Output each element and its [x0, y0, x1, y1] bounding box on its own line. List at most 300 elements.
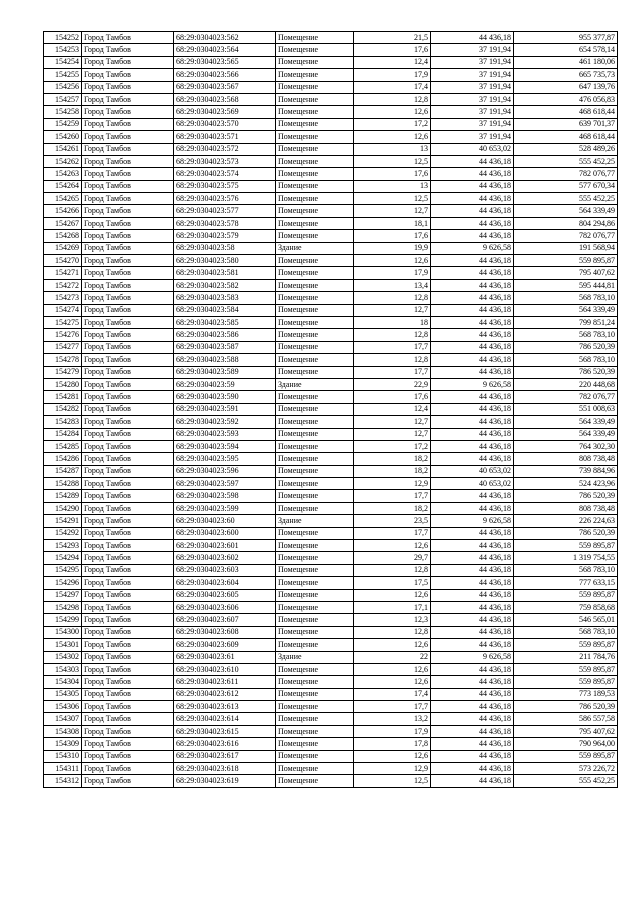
unit-value-cell: 37 191,94 — [431, 81, 514, 93]
table-row — [44, 651, 618, 663]
cadastral-number-cell: 68:29:0304023:564 — [174, 44, 276, 56]
area-cell: 17,7 — [354, 341, 431, 353]
area-cell: 12,6 — [354, 750, 431, 762]
cadastral-number-cell: 68:29:0304023:616 — [174, 738, 276, 750]
row-number-cell: 154311 — [44, 763, 82, 775]
object-type-cell: Помещение — [276, 255, 354, 267]
table-row — [44, 416, 618, 428]
object-type-cell: Помещение — [276, 540, 354, 552]
object-type-cell: Помещение — [276, 143, 354, 155]
area-cell: 13,2 — [354, 713, 431, 725]
municipality-cell: Город Тамбов — [82, 267, 174, 279]
unit-value-cell: 44 436,18 — [431, 304, 514, 316]
object-type-cell: Помещение — [276, 131, 354, 143]
row-number-cell: 154254 — [44, 56, 82, 68]
table-row — [44, 564, 618, 576]
table-row — [44, 378, 618, 390]
cadastral-value-cell: 564 339,49 — [514, 304, 618, 316]
cadastral-value-cell: 564 339,49 — [514, 416, 618, 428]
unit-value-cell: 37 191,94 — [431, 131, 514, 143]
table-row — [44, 193, 618, 205]
cadastral-number-cell: 68:29:0304023:60 — [174, 515, 276, 527]
table-row — [44, 354, 618, 366]
table-row — [44, 279, 618, 291]
table-row — [44, 106, 618, 118]
table-row — [44, 81, 618, 93]
unit-value-cell: 44 436,18 — [431, 639, 514, 651]
cadastral-value-cell: 1 319 754,55 — [514, 552, 618, 564]
row-number-cell: 154278 — [44, 354, 82, 366]
table-row — [44, 255, 618, 267]
object-type-cell: Помещение — [276, 453, 354, 465]
table-row — [44, 577, 618, 589]
row-number-cell: 154268 — [44, 230, 82, 242]
row-number-cell: 154307 — [44, 713, 82, 725]
object-type-cell: Помещение — [276, 403, 354, 415]
cadastral-value-cell: 559 895,87 — [514, 589, 618, 601]
unit-value-cell: 44 436,18 — [431, 564, 514, 576]
unit-value-cell: 44 436,18 — [431, 763, 514, 775]
row-number-cell: 154305 — [44, 688, 82, 700]
object-type-cell: Здание — [276, 378, 354, 390]
cadastral-number-cell: 68:29:0304023:606 — [174, 601, 276, 613]
cadastral-number-cell: 68:29:0304023:579 — [174, 230, 276, 242]
unit-value-cell: 44 436,18 — [431, 676, 514, 688]
object-type-cell: Помещение — [276, 316, 354, 328]
row-number-cell: 154287 — [44, 465, 82, 477]
row-number-cell: 154298 — [44, 601, 82, 613]
row-number-cell: 154261 — [44, 143, 82, 155]
area-cell: 12,6 — [354, 676, 431, 688]
cadastral-value-cell: 639 701,37 — [514, 118, 618, 130]
cadastral-value-cell: 665 735,73 — [514, 69, 618, 81]
municipality-cell: Город Тамбов — [82, 676, 174, 688]
cadastral-number-cell: 68:29:0304023:568 — [174, 93, 276, 105]
unit-value-cell: 44 436,18 — [431, 750, 514, 762]
cadastral-value-cell: 799 851,24 — [514, 316, 618, 328]
area-cell: 12,6 — [354, 106, 431, 118]
cadastral-number-cell: 68:29:0304023:580 — [174, 255, 276, 267]
area-cell: 18,2 — [354, 502, 431, 514]
cadastral-value-cell: 808 738,48 — [514, 502, 618, 514]
unit-value-cell: 44 436,18 — [431, 366, 514, 378]
row-number-cell: 154301 — [44, 639, 82, 651]
table-row — [44, 676, 618, 688]
municipality-cell: Город Тамбов — [82, 725, 174, 737]
unit-value-cell: 37 191,94 — [431, 56, 514, 68]
table-row — [44, 143, 618, 155]
table-row — [44, 69, 618, 81]
municipality-cell: Город Тамбов — [82, 775, 174, 787]
area-cell: 18,1 — [354, 217, 431, 229]
municipality-cell: Город Тамбов — [82, 316, 174, 328]
row-number-cell: 154279 — [44, 366, 82, 378]
cadastral-value-cell: 559 895,87 — [514, 540, 618, 552]
object-type-cell: Помещение — [276, 205, 354, 217]
object-type-cell: Помещение — [276, 391, 354, 403]
area-cell: 17,4 — [354, 81, 431, 93]
municipality-cell: Город Тамбов — [82, 428, 174, 440]
table-row — [44, 217, 618, 229]
municipality-cell: Город Тамбов — [82, 366, 174, 378]
municipality-cell: Город Тамбов — [82, 663, 174, 675]
area-cell: 12,9 — [354, 478, 431, 490]
object-type-cell: Помещение — [276, 428, 354, 440]
table-row — [44, 639, 618, 651]
unit-value-cell: 44 436,18 — [431, 589, 514, 601]
municipality-cell: Город Тамбов — [82, 180, 174, 192]
area-cell: 12,8 — [354, 626, 431, 638]
cadastral-value-cell: 476 056,83 — [514, 93, 618, 105]
cadastral-value-cell: 764 302,30 — [514, 440, 618, 452]
object-type-cell: Помещение — [276, 341, 354, 353]
row-number-cell: 154286 — [44, 453, 82, 465]
object-type-cell: Помещение — [276, 416, 354, 428]
municipality-cell: Город Тамбов — [82, 217, 174, 229]
object-type-cell: Помещение — [276, 329, 354, 341]
cadastral-value-cell: 551 008,63 — [514, 403, 618, 415]
unit-value-cell: 44 436,18 — [431, 626, 514, 638]
row-number-cell: 154300 — [44, 626, 82, 638]
municipality-cell: Город Тамбов — [82, 242, 174, 254]
cadastral-number-cell: 68:29:0304023:574 — [174, 168, 276, 180]
cadastral-value-cell: 573 226,72 — [514, 763, 618, 775]
cadastral-value-cell: 461 180,06 — [514, 56, 618, 68]
cadastral-value-cell: 555 452,25 — [514, 155, 618, 167]
cadastral-value-cell: 559 895,87 — [514, 663, 618, 675]
object-type-cell: Помещение — [276, 81, 354, 93]
unit-value-cell: 44 436,18 — [431, 601, 514, 613]
unit-value-cell: 44 436,18 — [431, 329, 514, 341]
object-type-cell: Помещение — [276, 69, 354, 81]
object-type-cell: Помещение — [276, 564, 354, 576]
table-row — [44, 304, 618, 316]
row-number-cell: 154256 — [44, 81, 82, 93]
area-cell: 12,7 — [354, 304, 431, 316]
object-type-cell: Помещение — [276, 577, 354, 589]
cadastral-number-cell: 68:29:0304023:577 — [174, 205, 276, 217]
cadastral-number-cell: 68:29:0304023:571 — [174, 131, 276, 143]
object-type-cell: Помещение — [276, 763, 354, 775]
municipality-cell: Город Тамбов — [82, 143, 174, 155]
unit-value-cell: 44 436,18 — [431, 738, 514, 750]
cadastral-number-cell: 68:29:0304023:575 — [174, 180, 276, 192]
object-type-cell: Помещение — [276, 775, 354, 787]
unit-value-cell: 44 436,18 — [431, 490, 514, 502]
area-cell: 23,5 — [354, 515, 431, 527]
table-row — [44, 267, 618, 279]
municipality-cell: Город Тамбов — [82, 378, 174, 390]
cadastral-number-cell: 68:29:0304023:590 — [174, 391, 276, 403]
object-type-cell: Помещение — [276, 725, 354, 737]
cadastral-number-cell: 68:29:0304023:619 — [174, 775, 276, 787]
cadastral-value-cell: 555 452,25 — [514, 193, 618, 205]
area-cell: 12,5 — [354, 155, 431, 167]
unit-value-cell: 44 436,18 — [431, 552, 514, 564]
area-cell: 17,5 — [354, 577, 431, 589]
table-row — [44, 180, 618, 192]
unit-value-cell: 44 436,18 — [431, 416, 514, 428]
municipality-cell: Город Тамбов — [82, 589, 174, 601]
row-number-cell: 154302 — [44, 651, 82, 663]
object-type-cell: Помещение — [276, 589, 354, 601]
municipality-cell: Город Тамбов — [82, 205, 174, 217]
object-type-cell: Помещение — [276, 267, 354, 279]
row-number-cell: 154272 — [44, 279, 82, 291]
area-cell: 17,2 — [354, 118, 431, 130]
municipality-cell: Город Тамбов — [82, 44, 174, 56]
municipality-cell: Город Тамбов — [82, 168, 174, 180]
row-number-cell: 154312 — [44, 775, 82, 787]
cadastral-number-cell: 68:29:0304023:565 — [174, 56, 276, 68]
cadastral-value-cell: 559 895,87 — [514, 255, 618, 267]
object-type-cell: Помещение — [276, 713, 354, 725]
row-number-cell: 154265 — [44, 193, 82, 205]
row-number-cell: 154275 — [44, 316, 82, 328]
cadastral-value-cell: 647 139,76 — [514, 81, 618, 93]
row-number-cell: 154255 — [44, 69, 82, 81]
unit-value-cell: 44 436,18 — [431, 32, 514, 44]
cadastral-number-cell: 68:29:0304023:607 — [174, 614, 276, 626]
area-cell: 17,6 — [354, 230, 431, 242]
unit-value-cell: 44 436,18 — [431, 540, 514, 552]
unit-value-cell: 44 436,18 — [431, 701, 514, 713]
object-type-cell: Помещение — [276, 217, 354, 229]
municipality-cell: Город Тамбов — [82, 354, 174, 366]
municipality-cell: Город Тамбов — [82, 131, 174, 143]
area-cell: 19,9 — [354, 242, 431, 254]
area-cell: 17,6 — [354, 44, 431, 56]
cadastral-number-cell: 68:29:0304023:587 — [174, 341, 276, 353]
table-row — [44, 614, 618, 626]
table-row — [44, 155, 618, 167]
cadastral-number-cell: 68:29:0304023:581 — [174, 267, 276, 279]
table-row — [44, 775, 618, 787]
municipality-cell: Город Тамбов — [82, 341, 174, 353]
area-cell: 12,5 — [354, 193, 431, 205]
unit-value-cell: 44 436,18 — [431, 577, 514, 589]
cadastral-value-cell: 786 520,39 — [514, 341, 618, 353]
object-type-cell: Помещение — [276, 279, 354, 291]
municipality-cell: Город Тамбов — [82, 304, 174, 316]
municipality-cell: Город Тамбов — [82, 193, 174, 205]
cadastral-value-table — [43, 31, 618, 788]
cadastral-number-cell: 68:29:0304023:603 — [174, 564, 276, 576]
municipality-cell: Город Тамбов — [82, 750, 174, 762]
municipality-cell: Город Тамбов — [82, 230, 174, 242]
cadastral-value-cell: 786 520,39 — [514, 701, 618, 713]
cadastral-number-cell: 68:29:0304023:583 — [174, 292, 276, 304]
cadastral-number-cell: 68:29:0304023:584 — [174, 304, 276, 316]
unit-value-cell: 44 436,18 — [431, 155, 514, 167]
area-cell: 12,6 — [354, 663, 431, 675]
municipality-cell: Город Тамбов — [82, 255, 174, 267]
object-type-cell: Помещение — [276, 44, 354, 56]
cadastral-number-cell: 68:29:0304023:578 — [174, 217, 276, 229]
cadastral-value-cell: 559 895,87 — [514, 639, 618, 651]
municipality-cell: Город Тамбов — [82, 391, 174, 403]
row-number-cell: 154269 — [44, 242, 82, 254]
municipality-cell: Город Тамбов — [82, 93, 174, 105]
unit-value-cell: 37 191,94 — [431, 106, 514, 118]
table-row — [44, 478, 618, 490]
row-number-cell: 154280 — [44, 378, 82, 390]
municipality-cell: Город Тамбов — [82, 292, 174, 304]
object-type-cell: Помещение — [276, 155, 354, 167]
row-number-cell: 154262 — [44, 155, 82, 167]
municipality-cell: Город Тамбов — [82, 81, 174, 93]
area-cell: 12,3 — [354, 614, 431, 626]
cadastral-value-cell: 808 738,48 — [514, 453, 618, 465]
area-cell: 12,8 — [354, 354, 431, 366]
unit-value-cell: 44 436,18 — [431, 502, 514, 514]
cadastral-number-cell: 68:29:0304023:562 — [174, 32, 276, 44]
municipality-cell: Город Тамбов — [82, 279, 174, 291]
object-type-cell: Помещение — [276, 663, 354, 675]
row-number-cell: 154288 — [44, 478, 82, 490]
table-row — [44, 750, 618, 762]
cadastral-value-cell: 220 448,68 — [514, 378, 618, 390]
table-row — [44, 465, 618, 477]
municipality-cell: Город Тамбов — [82, 69, 174, 81]
cadastral-number-cell: 68:29:0304023:566 — [174, 69, 276, 81]
unit-value-cell: 44 436,18 — [431, 230, 514, 242]
unit-value-cell: 44 436,18 — [431, 775, 514, 787]
area-cell: 12,8 — [354, 93, 431, 105]
area-cell: 18,2 — [354, 453, 431, 465]
cadastral-number-cell: 68:29:0304023:613 — [174, 701, 276, 713]
row-number-cell: 154304 — [44, 676, 82, 688]
unit-value-cell: 44 436,18 — [431, 193, 514, 205]
cadastral-number-cell: 68:29:0304023:570 — [174, 118, 276, 130]
cadastral-value-cell: 564 339,49 — [514, 205, 618, 217]
cadastral-number-cell: 68:29:0304023:588 — [174, 354, 276, 366]
area-cell: 17,1 — [354, 601, 431, 613]
municipality-cell: Город Тамбов — [82, 32, 174, 44]
table-row — [44, 490, 618, 502]
unit-value-cell: 9 626,58 — [431, 242, 514, 254]
area-cell: 22,9 — [354, 378, 431, 390]
object-type-cell: Помещение — [276, 614, 354, 626]
area-cell: 12,6 — [354, 589, 431, 601]
unit-value-cell: 37 191,94 — [431, 44, 514, 56]
table-row — [44, 56, 618, 68]
object-type-cell: Помещение — [276, 639, 354, 651]
row-number-cell: 154303 — [44, 663, 82, 675]
row-number-cell: 154285 — [44, 440, 82, 452]
unit-value-cell: 44 436,18 — [431, 354, 514, 366]
municipality-cell: Город Тамбов — [82, 329, 174, 341]
area-cell: 22 — [354, 651, 431, 663]
cadastral-number-cell: 68:29:0304023:605 — [174, 589, 276, 601]
object-type-cell: Помещение — [276, 354, 354, 366]
unit-value-cell: 9 626,58 — [431, 515, 514, 527]
row-number-cell: 154284 — [44, 428, 82, 440]
table-row — [44, 391, 618, 403]
cadastral-value-cell: 568 783,10 — [514, 329, 618, 341]
area-cell: 17,4 — [354, 688, 431, 700]
unit-value-cell: 44 436,18 — [431, 391, 514, 403]
unit-value-cell: 44 436,18 — [431, 267, 514, 279]
cadastral-number-cell: 68:29:0304023:602 — [174, 552, 276, 564]
cadastral-value-cell: 654 578,14 — [514, 44, 618, 56]
object-type-cell: Помещение — [276, 93, 354, 105]
row-number-cell: 154257 — [44, 93, 82, 105]
cadastral-number-cell: 68:29:0304023:595 — [174, 453, 276, 465]
row-number-cell: 154296 — [44, 577, 82, 589]
object-type-cell: Помещение — [276, 552, 354, 564]
cadastral-number-cell: 68:29:0304023:592 — [174, 416, 276, 428]
municipality-cell: Город Тамбов — [82, 453, 174, 465]
table-row — [44, 168, 618, 180]
cadastral-number-cell: 68:29:0304023:598 — [174, 490, 276, 502]
area-cell: 12,6 — [354, 639, 431, 651]
area-cell: 12,8 — [354, 329, 431, 341]
table-row — [44, 329, 618, 341]
unit-value-cell: 40 653,02 — [431, 143, 514, 155]
row-number-cell: 154283 — [44, 416, 82, 428]
cadastral-number-cell: 68:29:0304023:610 — [174, 663, 276, 675]
cadastral-value-cell: 804 294,86 — [514, 217, 618, 229]
municipality-cell: Город Тамбов — [82, 403, 174, 415]
table-row — [44, 428, 618, 440]
row-number-cell: 154267 — [44, 217, 82, 229]
object-type-cell: Помещение — [276, 180, 354, 192]
cadastral-number-cell: 68:29:0304023:617 — [174, 750, 276, 762]
table-row — [44, 403, 618, 415]
cadastral-number-cell: 68:29:0304023:58 — [174, 242, 276, 254]
object-type-cell: Здание — [276, 242, 354, 254]
municipality-cell: Город Тамбов — [82, 478, 174, 490]
object-type-cell: Помещение — [276, 527, 354, 539]
object-type-cell: Помещение — [276, 676, 354, 688]
unit-value-cell: 40 653,02 — [431, 465, 514, 477]
municipality-cell: Город Тамбов — [82, 738, 174, 750]
cadastral-value-cell: 739 884,96 — [514, 465, 618, 477]
row-number-cell: 154260 — [44, 131, 82, 143]
unit-value-cell: 44 436,18 — [431, 440, 514, 452]
municipality-cell: Город Тамбов — [82, 639, 174, 651]
unit-value-cell: 40 653,02 — [431, 478, 514, 490]
area-cell: 17,7 — [354, 527, 431, 539]
cadastral-number-cell: 68:29:0304023:612 — [174, 688, 276, 700]
row-number-cell: 154276 — [44, 329, 82, 341]
cadastral-number-cell: 68:29:0304023:596 — [174, 465, 276, 477]
cadastral-value-cell: 568 783,10 — [514, 626, 618, 638]
cadastral-value-cell: 468 618,44 — [514, 106, 618, 118]
area-cell: 12,4 — [354, 56, 431, 68]
cadastral-value-cell: 782 076,77 — [514, 168, 618, 180]
table-row — [44, 527, 618, 539]
object-type-cell: Помещение — [276, 304, 354, 316]
row-number-cell: 154308 — [44, 725, 82, 737]
object-type-cell: Помещение — [276, 626, 354, 638]
municipality-cell: Город Тамбов — [82, 701, 174, 713]
unit-value-cell: 44 436,18 — [431, 255, 514, 267]
object-type-cell: Помещение — [276, 465, 354, 477]
cadastral-value-cell: 191 568,94 — [514, 242, 618, 254]
object-type-cell: Помещение — [276, 366, 354, 378]
cadastral-value-cell: 782 076,77 — [514, 391, 618, 403]
object-type-cell: Помещение — [276, 118, 354, 130]
row-number-cell: 154274 — [44, 304, 82, 316]
table-row — [44, 589, 618, 601]
cadastral-number-cell: 68:29:0304023:585 — [174, 316, 276, 328]
cadastral-number-cell: 68:29:0304023:611 — [174, 676, 276, 688]
municipality-cell: Город Тамбов — [82, 527, 174, 539]
cadastral-value-cell: 559 895,87 — [514, 750, 618, 762]
table-row — [44, 44, 618, 56]
